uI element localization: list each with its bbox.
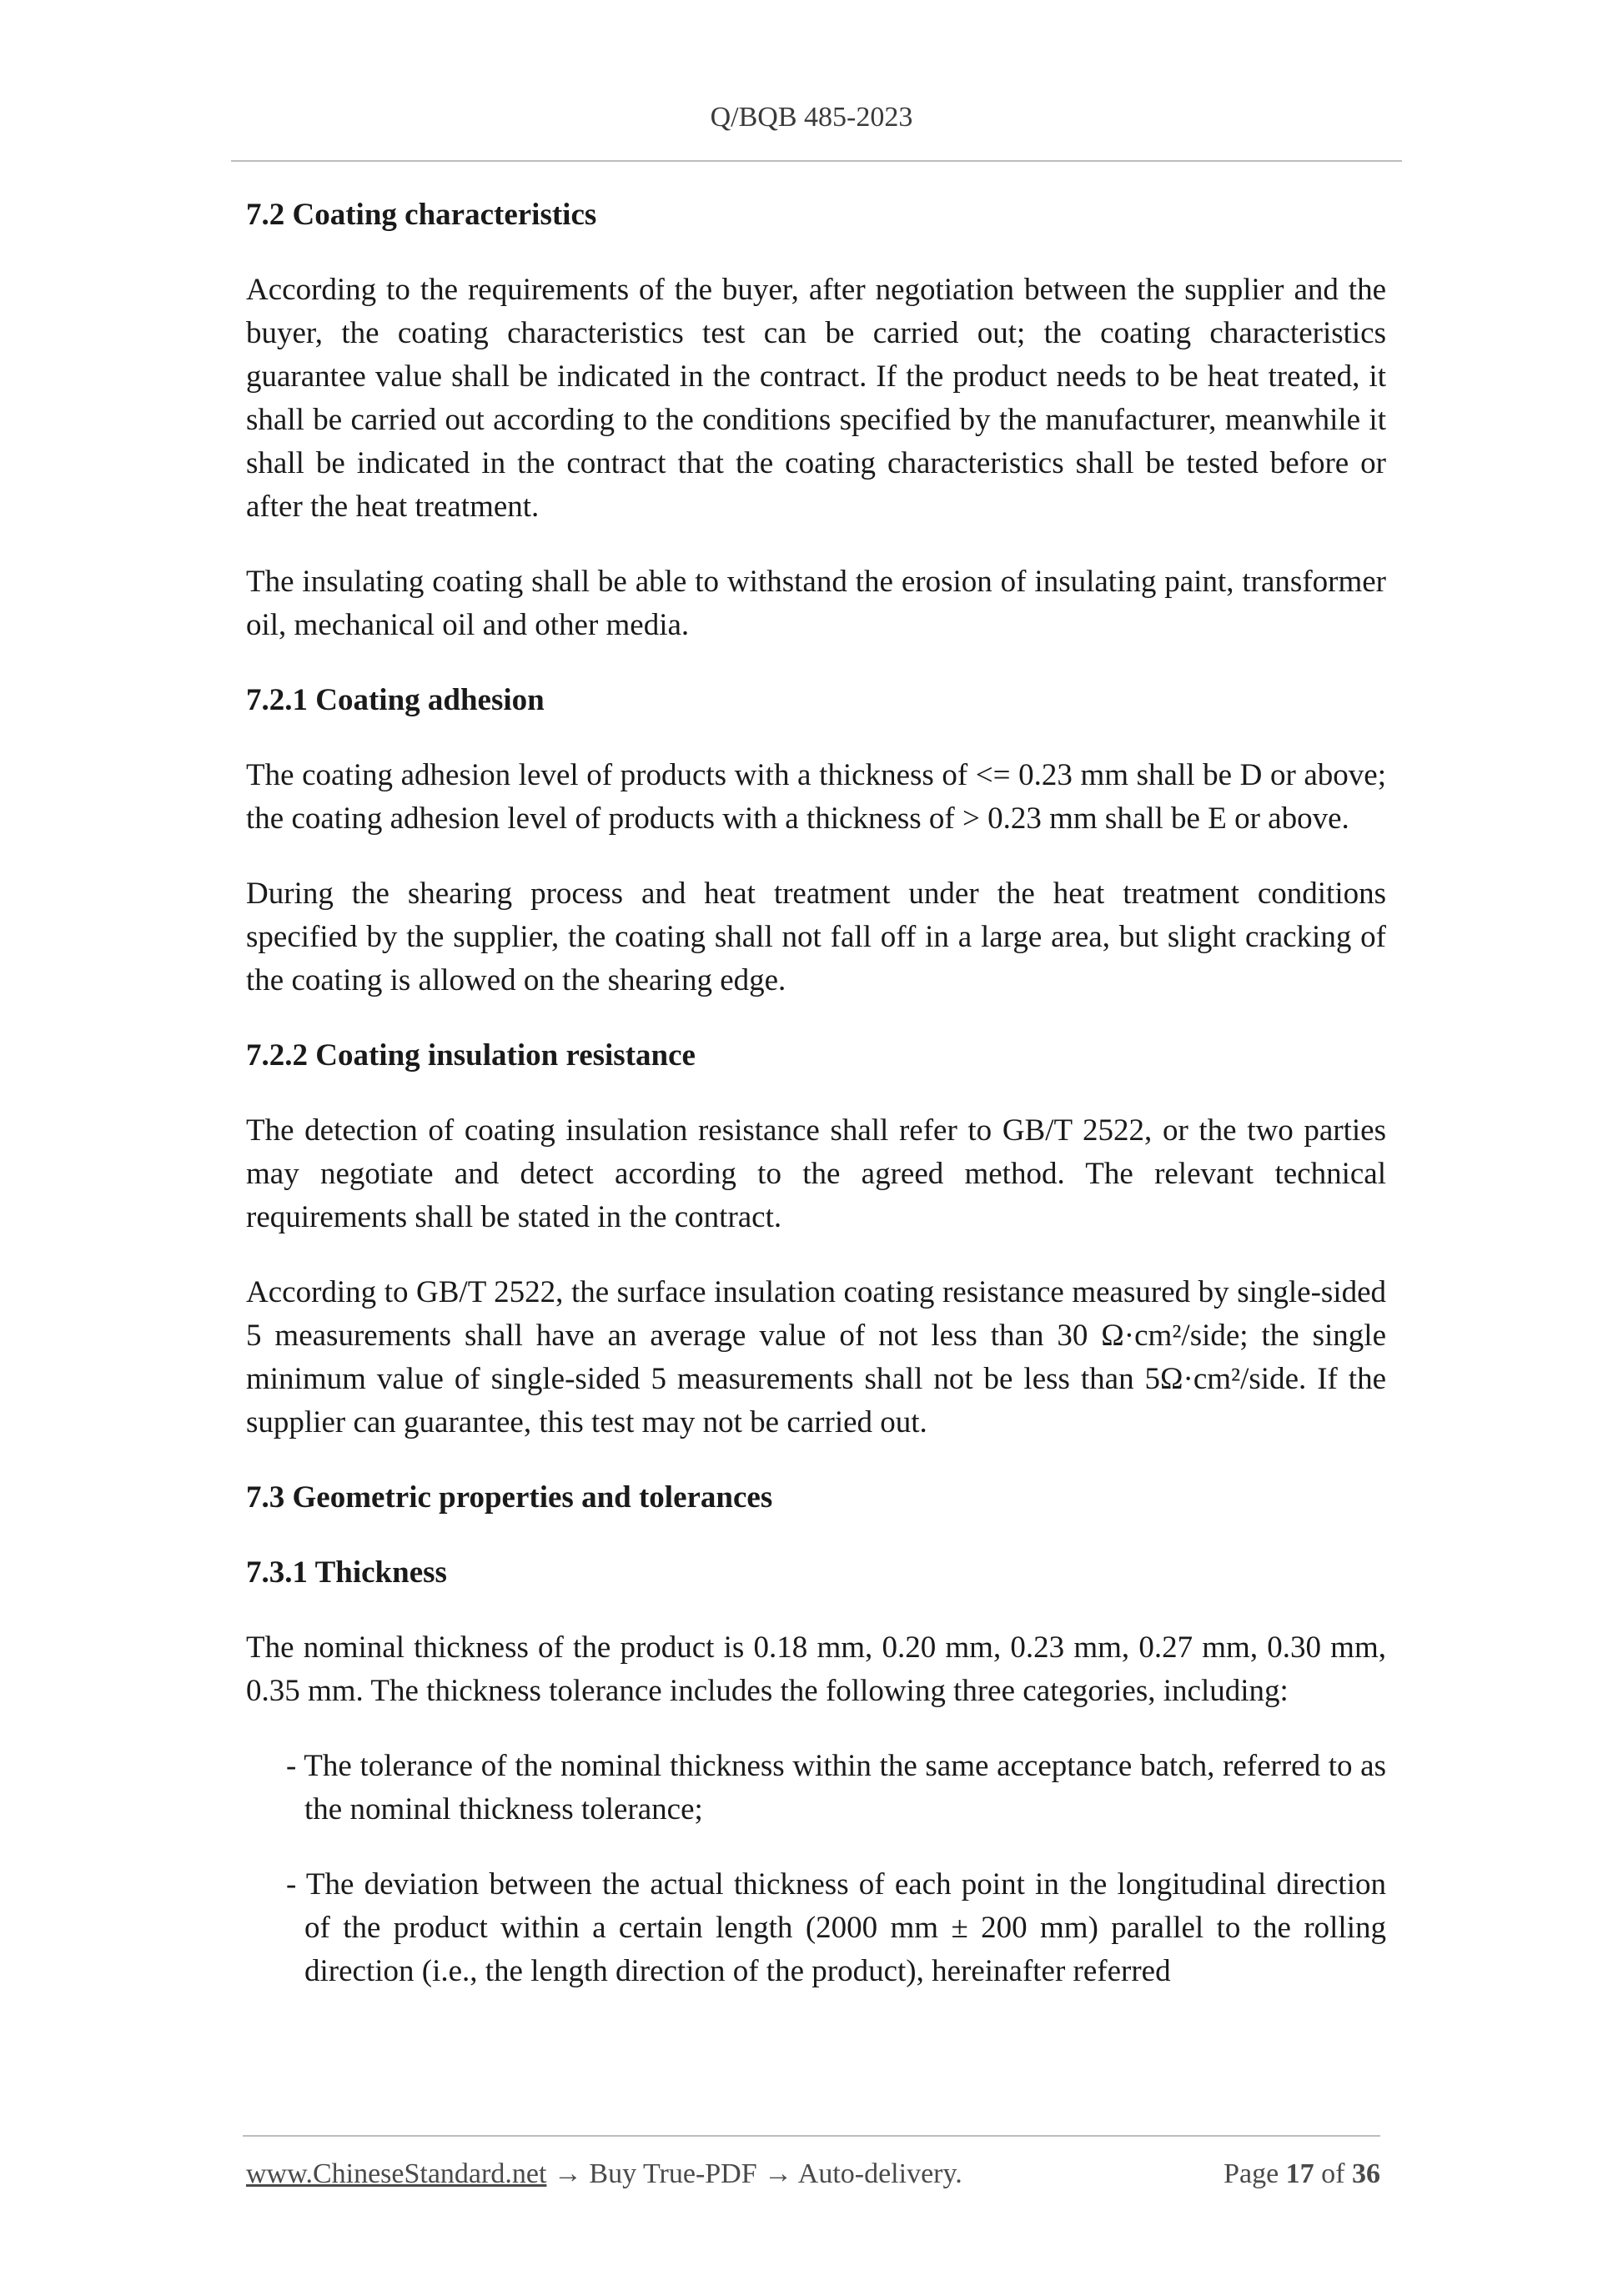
tolerance-list <box>246 1745 1386 1993</box>
list-item: - The deviation between the actual thickness of each point in the longitudinal direction of the product within a certain length (2000 mm ± 200 mm) parallel to the rolling direction (i.e., the length direction of the product), hereinafter referred <box>286 1867 1386 1988</box>
page-current: 17 <box>1285 2158 1314 2189</box>
section-heading-7-2: 7.2 Coating characteristics <box>246 198 597 232</box>
footer-tagline: → Buy True-PDF → Auto-delivery. <box>546 2158 962 2189</box>
page-total: 36 <box>1352 2158 1380 2189</box>
paragraph: According to the requirements of the buyer, after negotiation between the supplier and the buyer, the coating characteristics test can be carried out; the coating characteristics guarantee value shall be indicated in the contract. If the product needs to be heat treated, it shall be carried out according to the conditions specified by the manufacturer, meanwhile it shall be indicated in the contract that the coating characteristics shall be tested before or after the heat treatment. <box>246 273 1386 524</box>
site-link[interactable]: www.ChineseStandard.net <box>246 2158 547 2189</box>
document-body <box>246 193 1386 2025</box>
footer-promo <box>246 2158 962 2190</box>
list-item: - The tolerance of the nominal thickness within the same acceptance batch, referred to as the nominal thickness tolerance; <box>286 1749 1386 1826</box>
page-of: of <box>1321 2158 1345 2189</box>
header-divider <box>231 160 1402 162</box>
section-heading-7-2-1: 7.2.1 Coating adhesion <box>246 683 545 717</box>
section-heading-7-3: 7.3 Geometric properties and tolerances <box>246 1480 773 1515</box>
document-code-header: Q/BQB 485-2023 <box>710 102 913 133</box>
paragraph: The insulating coating shall be able to withstand the erosion of insulating paint, transformer oil, mechanical oil and other media. <box>246 565 1386 642</box>
page-number <box>1224 2158 1380 2190</box>
section-heading-7-2-2: 7.2.2 Coating insulation resistance <box>246 1038 696 1073</box>
page-footer <box>246 2158 1380 2190</box>
page-label: Page <box>1224 2158 1279 2189</box>
paragraph: According to GB/T 2522, the surface insulation coating resistance measured by single-sided 5 measurements shall have an average value of not less than 30 Ω·cm²/side; the single minimum value of single-sided 5 measurements shall not be less than 5Ω·cm²/side. If the supplier can guarantee, this test may not be carried out. <box>246 1275 1386 1439</box>
paragraph: The coating adhesion level of products with a thickness of <= 0.23 mm shall be D or above; the coating adhesion level of products with a thickness of > 0.23 mm shall be E or above. <box>246 758 1386 836</box>
footer-divider <box>243 2135 1380 2137</box>
paragraph: The nominal thickness of the product is 0.18 mm, 0.20 mm, 0.23 mm, 0.27 mm, 0.30 mm, 0.35 mm. The thickness tolerance includes the following three categories, including: <box>246 1630 1386 1708</box>
paragraph: During the shearing process and heat treatment under the heat treatment conditions specified by the supplier, the coating shall not fall off in a large area, but slight cracking of the coating is allowed on the shearing edge. <box>246 877 1386 997</box>
section-heading-7-3-1: 7.3.1 Thickness <box>246 1555 447 1590</box>
paragraph: The detection of coating insulation resistance shall refer to GB/T 2522, or the two parties may negotiate and detect according to the agreed method. The relevant technical requirements shall be stated in the contract. <box>246 1113 1386 1234</box>
